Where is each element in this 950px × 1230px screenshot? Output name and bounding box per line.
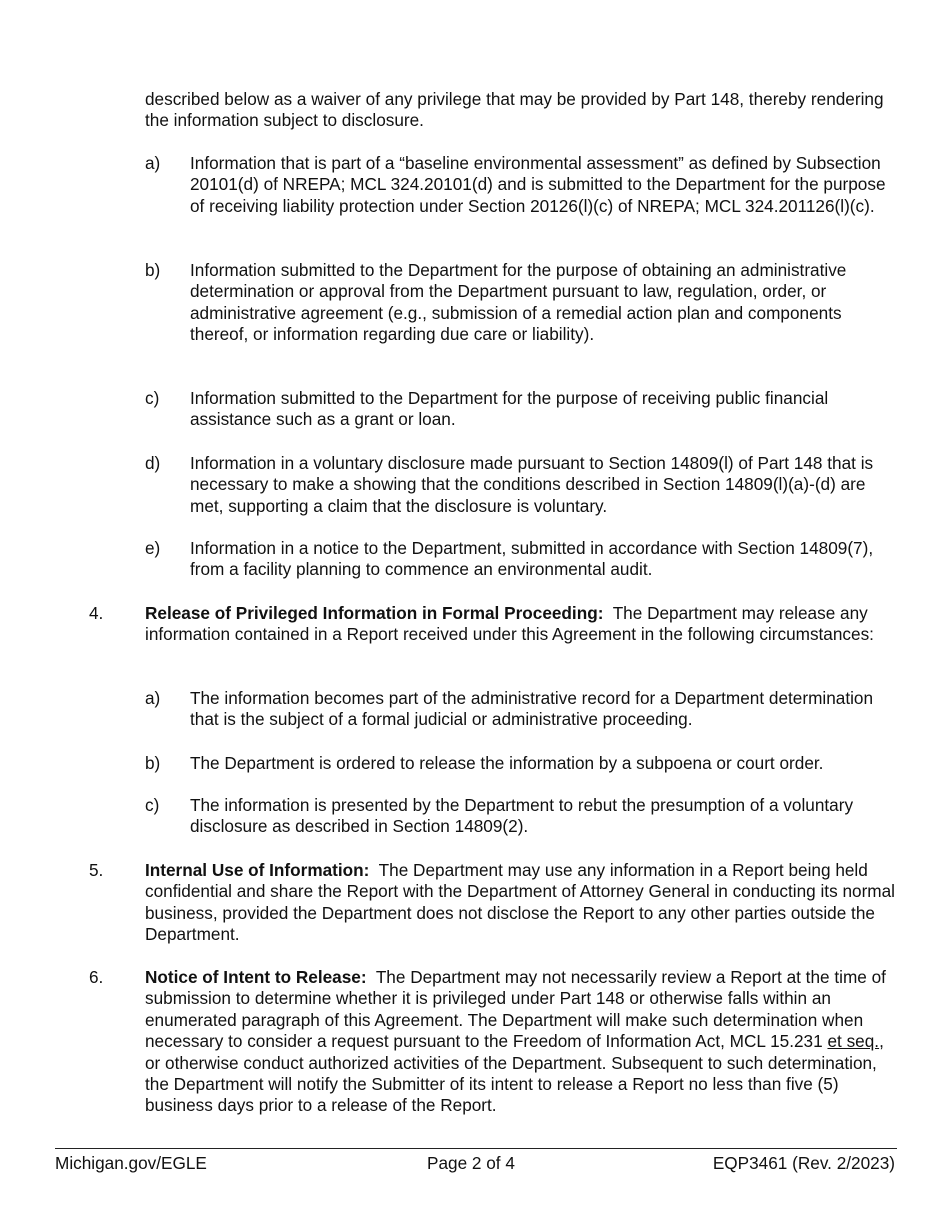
section-body-pre: The Department may not necessarily review a Report at the time of submission to determine whether it is privileged under Part 148 or otherwise falls within an enumerated paragraph of this Agreement. The Department will make such determination when necessary to consider a request pursuant to the Freedom of Information Act, MCL 15.231 xyxy=(145,967,886,1052)
list-item-text-rest: determination or approval from the Department pursuant to law, regulation, order, or administrative agreement (e.g., submission of a remedial action plan and components thereof, or information regarding due care or liability). xyxy=(190,281,842,345)
list-item-label: b) xyxy=(145,260,161,280)
section-heading: Notice of Intent to Release: xyxy=(145,967,367,987)
list-item-label: c) xyxy=(145,795,160,815)
section-number: 5. xyxy=(89,860,104,880)
list-item-label: e) xyxy=(145,538,161,558)
section-number: 4. xyxy=(89,603,104,623)
list-item-text: Information in a notice to the Department, submitted in accordance with Section 14809(7), from a facility planning to commence an environmental audit. xyxy=(190,538,874,580)
list-item-text: The information becomes part of the administrative record for a Department determination that is the subject of a formal judicial or administrative proceeding. xyxy=(190,688,874,730)
list-item-label: c) xyxy=(145,388,160,408)
footer-website: Michigan.gov/EGLE xyxy=(55,1153,207,1173)
list-item-label: a) xyxy=(145,688,161,708)
list-item-text: Information in a voluntary disclosure made pursuant to Section 14809(l) of Part 148 that is necessary to make a showing that the conditions described in Section 14809(l)(a)-(d) are met, supporting a claim that the disclosure is voluntary. xyxy=(190,453,874,516)
section-body: The Department may use any information in a Report being held confidential and share the Report with the Department of Attorney General in conducting its normal business, provided the Department does not disclose the Report to any other parties outside the Department. xyxy=(145,860,895,945)
footer-divider xyxy=(55,1148,897,1149)
footer-form-id: EQP3461 (Rev. 2/2023) xyxy=(712,1153,895,1173)
section-number: 6. xyxy=(89,967,104,987)
section-body-post: , or otherwise conduct authorized activities of the Department. Subsequent to such determination, the Department will notify the Submitter of its intent to release a Report no less than five (5) business days prior to a release of the Report. xyxy=(145,1031,884,1116)
section-heading: Release of Privileged Information in Formal Proceeding: xyxy=(145,603,604,623)
list-item-label: b) xyxy=(145,753,161,773)
list-item-text-line1: Information submitted to the Department for the purpose of obtaining an administrative xyxy=(190,260,847,280)
section-heading: Internal Use of Information: xyxy=(145,860,370,880)
list-item-text: Information submitted to the Department for the purpose of receiving public financial assistance such as a grant or loan. xyxy=(190,388,829,430)
list-item-text: The Department is ordered to release the information by a subpoena or court order. xyxy=(190,753,824,773)
intro-paragraph: described below as a waiver of any privilege that may be provided by Part 148, thereby rendering the information subject to disclosure. xyxy=(145,89,884,131)
list-item-label: d) xyxy=(145,453,161,473)
list-item-label: a) xyxy=(145,153,161,173)
section-body: The Department may release any information contained in a Report received under this Agreement in the following circumstances: xyxy=(145,603,874,645)
list-item-text: Information that is part of a “baseline environmental assessment” as defined by Subsection 20101(d) of NREPA; MCL 324.20101(d) and is submitted to the Department for the purpose of receiving liability protection under Section 20126(l)(c) of NREPA; MCL 324.201126(l)(c). xyxy=(190,153,886,216)
footer-page-number: Page 2 of 4 xyxy=(427,1153,515,1173)
et-seq-reference: et seq. xyxy=(827,1031,880,1052)
list-item-text xyxy=(190,260,900,346)
list-item-text: The information is presented by the Department to rebut the presumption of a voluntary disclosure as described in Section 14809(2). xyxy=(190,795,854,837)
